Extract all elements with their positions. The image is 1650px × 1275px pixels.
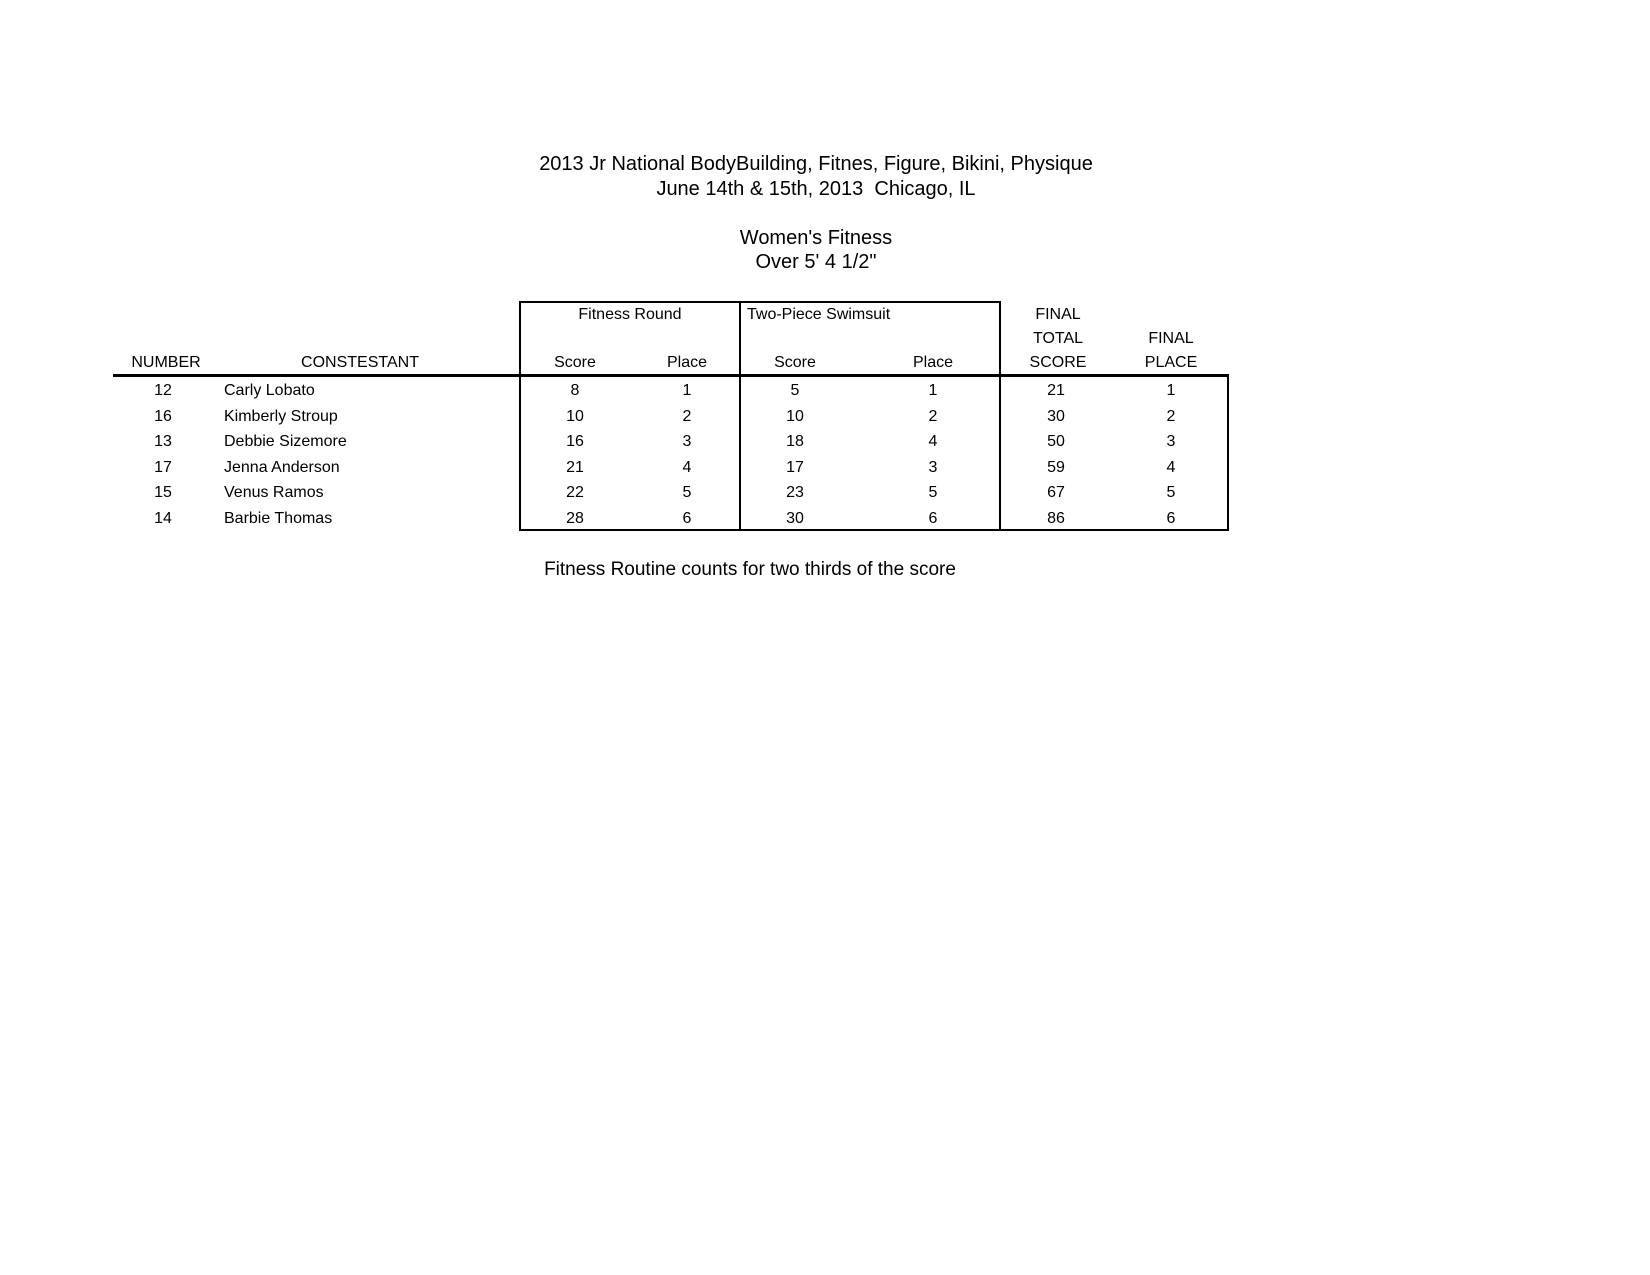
cell-fitness-score: 8: [570, 382, 580, 399]
final-total-score-header-line2: TOTAL: [1032, 330, 1084, 347]
cell-contestant: Carly Lobato: [224, 382, 315, 399]
cell-final-total-score: 67: [1047, 484, 1065, 501]
table-row: [0, 378, 1650, 404]
event-date-location: June 14th & 15th, 2013 Chicago, IL: [656, 178, 976, 200]
cell-swimsuit-score: 10: [786, 407, 804, 425]
cell-final-place: 3: [1166, 433, 1176, 450]
cell-swimsuit-place: 2: [928, 407, 938, 425]
cell-swimsuit-score: 5: [790, 382, 800, 399]
scoring-footnote: Fitness Routine counts for two thirds of the score: [544, 559, 956, 580]
final-total-score-header-line1: FINAL: [1035, 306, 1081, 323]
cell-contestant: Jenna Anderson: [224, 458, 340, 476]
table-row: [0, 506, 1650, 532]
cell-contestant: Kimberly Stroup: [224, 407, 338, 425]
event-title: 2013 Jr National BodyBuilding, Fitnes, Figure, Bikini, Physique: [539, 153, 1093, 175]
cell-fitness-place: 1: [682, 382, 692, 399]
cell-final-total-score: 21: [1047, 382, 1065, 399]
cell-final-place: 5: [1166, 484, 1176, 501]
fitness-place-column-header: Place: [666, 354, 708, 371]
table-row: [0, 429, 1650, 455]
cell-fitness-score: 21: [566, 458, 584, 476]
swimsuit-header: Two-Piece Swimsuit: [747, 306, 891, 323]
cell-swimsuit-score: 23: [786, 484, 804, 501]
cell-swimsuit-score: 17: [786, 458, 804, 476]
cell-contestant: Venus Ramos: [224, 484, 324, 501]
cell-swimsuit-place: 5: [928, 484, 938, 501]
cell-final-place: 4: [1166, 458, 1176, 476]
cell-fitness-score: 16: [566, 433, 584, 450]
cell-final-place: 1: [1166, 382, 1176, 399]
cell-contestant: Barbie Thomas: [224, 509, 333, 527]
cell-fitness-place: 4: [682, 458, 692, 476]
cell-number: 12: [154, 382, 172, 399]
number-column-header: NUMBER: [131, 354, 201, 371]
cell-final-total-score: 59: [1047, 458, 1065, 476]
cell-final-total-score: 86: [1047, 509, 1065, 527]
cell-number: 13: [154, 433, 172, 450]
cell-number: 15: [154, 484, 172, 501]
swimsuit-score-column-header: Score: [774, 354, 816, 371]
cell-number: 16: [154, 407, 172, 425]
cell-swimsuit-place: 3: [928, 458, 938, 476]
final-place-header-line2: PLACE: [1144, 354, 1198, 371]
cell-fitness-place: 2: [682, 407, 692, 425]
table-row: [0, 404, 1650, 430]
cell-swimsuit-score: 18: [786, 433, 804, 450]
cell-number: 17: [154, 458, 172, 476]
cell-final-place: 2: [1166, 407, 1176, 425]
final-place-header-line1: FINAL: [1148, 330, 1194, 347]
swimsuit-place-column-header: Place: [912, 354, 954, 371]
fitness-score-column-header: Score: [554, 354, 596, 371]
cell-fitness-place: 6: [682, 509, 692, 527]
division-title: Women's Fitness: [739, 227, 893, 249]
cell-contestant: Debbie Sizemore: [224, 433, 347, 450]
contestant-column-header: CONSTESTANT: [301, 354, 419, 371]
cell-fitness-place: 3: [682, 433, 692, 450]
cell-fitness-score: 28: [566, 509, 584, 527]
cell-swimsuit-place: 1: [928, 382, 938, 399]
cell-fitness-score: 10: [566, 407, 584, 425]
table-row: [0, 455, 1650, 481]
fitness-round-header: Fitness Round: [578, 306, 682, 323]
height-class: Over 5' 4 1/2": [755, 251, 877, 273]
cell-fitness-score: 22: [566, 484, 584, 501]
cell-final-total-score: 30: [1047, 407, 1065, 425]
cell-final-total-score: 50: [1047, 433, 1065, 450]
cell-swimsuit-score: 30: [786, 509, 804, 527]
cell-swimsuit-place: 6: [928, 509, 938, 527]
cell-final-place: 6: [1166, 509, 1176, 527]
table-row: [0, 480, 1650, 506]
final-total-score-header-line3: SCORE: [1029, 354, 1087, 371]
cell-swimsuit-place: 4: [928, 433, 938, 450]
cell-number: 14: [154, 509, 172, 527]
cell-fitness-place: 5: [682, 484, 692, 501]
swimsuit-box-right-border: [999, 301, 1001, 374]
